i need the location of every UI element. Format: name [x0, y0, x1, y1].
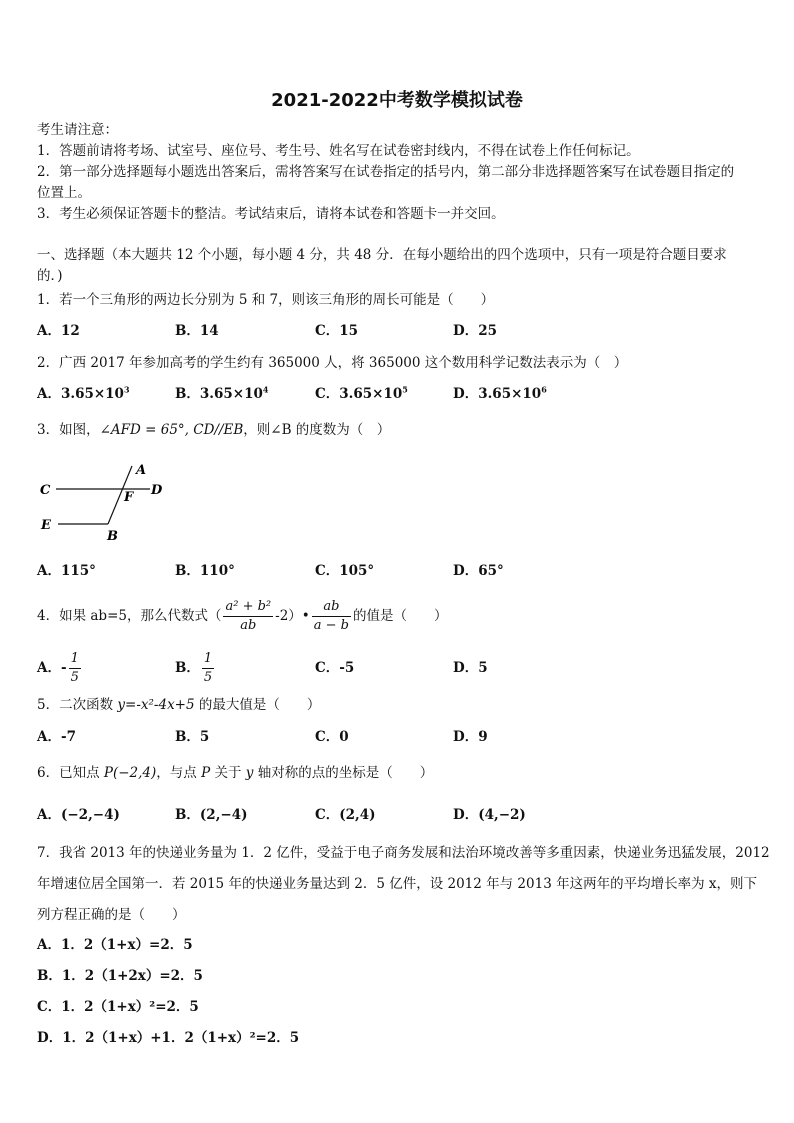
q7-option-a: A．1．2（1+x）=2．5 — [37, 937, 193, 953]
q6-stem: 6．已知点 P(−2,4)，与点 P 关于 y 轴对称的点的坐标是（ ） — [37, 765, 434, 781]
label-e: E — [41, 518, 51, 533]
q6-option-d: D．(4,−2) — [453, 807, 526, 823]
q4-option-b: B． $\frac{1}{5}$ — [175, 651, 213, 685]
q1-option-d: D．25 — [453, 323, 497, 339]
q3-figure — [38, 458, 178, 548]
q7-stem-line2: 年增速位居全国第一．若 2015 年的快递业务量达到 2．5 亿件，设 2012 年与 2013 年这两年的平均增长率为 x，则下 — [37, 876, 757, 892]
q3-option-b: B．110° — [175, 563, 235, 579]
q1-stem: 1．若一个三角形的两边长分别为 5 和 7，则该三角形的周长可能是（ ） — [37, 292, 495, 308]
q4-stem: 4．如果 ab=5，那么代数式（ $\frac{\text{a² + b²}}{ab}$ -2）• $\frac{ab}{a - b}$ 的值是（ ） — [37, 599, 448, 633]
q6-option-b: B．(2,−4) — [175, 807, 248, 823]
notice-item-2: 2．第一部分选择题每小题选出答案后，需将答案写在试卷指定的括号内，第二部分非选择题答案写在试卷题目指定的 — [37, 164, 735, 180]
notice-item-2-cont: 位置上。 — [37, 185, 91, 201]
q7-stem-line1: 7．我省 2013 年的快递业务量为 1．2 亿件，受益于电子商务发展和法治环境改善等多重因素，快递业务迅猛发展，2012 — [37, 845, 770, 861]
q5-option-a: A．-7 — [37, 729, 76, 745]
label-f: F — [124, 490, 134, 505]
q3-option-c: C．105° — [315, 563, 375, 579]
q7-option-c: C．1．2（1+x）²=2．5 — [37, 999, 199, 1015]
label-d: D — [151, 483, 163, 498]
section-heading-line2: 的．) — [37, 268, 63, 284]
q4-option-c: C．-5 — [315, 660, 355, 676]
q4-option-d: D．5 — [453, 660, 488, 676]
q6-option-a: A．(−2,−4) — [37, 807, 120, 823]
notice-item-1: 1．答题前请将考场、试室号、座位号、考生号、姓名写在试卷密封线内，不得在试卷上作任何标记。 — [37, 143, 640, 159]
q1-option-b: B．14 — [175, 323, 219, 339]
q4-option-a: A．- $\frac{1}{5}$ — [37, 651, 79, 685]
q2-stem: 2．广西 2017 年参加高考的学生约有 365000 人，将 365000 这个数用科学记数法表示为（ ） — [37, 355, 628, 371]
q3-option-a: A．115° — [37, 563, 96, 579]
section-heading-line1: 一、选择题（本大题共 12 个小题，每小题 4 分，共 48 分．在每小题给出的四个选项中，只有一项是符合题目要求 — [37, 247, 727, 263]
notice-heading: 考生请注意： — [37, 122, 118, 138]
label-b: B — [107, 529, 118, 544]
q6-option-c: C．(2,4) — [315, 807, 376, 823]
q2-option-c: C．$3.65\times 10^5$ — [315, 384, 408, 402]
q1-option-a: A．12 — [37, 323, 80, 339]
q4-fraction-1: $\frac{\text{a² + b²}}{ab}$ — [225, 599, 272, 633]
q1-option-c: C．15 — [315, 323, 359, 339]
label-a: A — [136, 463, 147, 478]
notice-item-3: 3．考生必须保证答题卡的整洁。考试结束后，请将本试卷和答题卡一并交回。 — [37, 206, 505, 222]
q5-stem: 5．二次函数 y=-x²-4x+5 的最大值是（ ） — [37, 697, 321, 713]
q2-option-b: B．$3.65\times 10^4$ — [175, 384, 269, 402]
q4-fraction-2: $\frac{ab}{a - b}$ — [313, 599, 349, 633]
exam-title: 2021-2022中考数学模拟试卷 — [271, 90, 523, 111]
q3-stem: 3．如图，∠AFD = 65°, CD//EB，则∠B 的度数为（ ） — [37, 422, 391, 438]
q5-option-d: D．9 — [453, 729, 488, 745]
q3-option-d: D．65° — [453, 563, 504, 579]
q5-option-c: C．0 — [315, 729, 349, 745]
q7-option-d: D．1．2（1+x）+1．2（1+x）²=2．5 — [37, 1030, 300, 1046]
q2-option-d: D．$3.65\times 10^6$ — [453, 384, 547, 402]
q7-option-b: B．1．2（1+2x）=2．5 — [37, 968, 203, 984]
q2-option-a: A．$3.65\times 10^3$ — [37, 384, 130, 402]
label-c: C — [40, 483, 51, 498]
q7-stem-line3: 列方程正确的是（ ） — [37, 907, 186, 923]
q5-option-b: B．5 — [175, 729, 210, 745]
